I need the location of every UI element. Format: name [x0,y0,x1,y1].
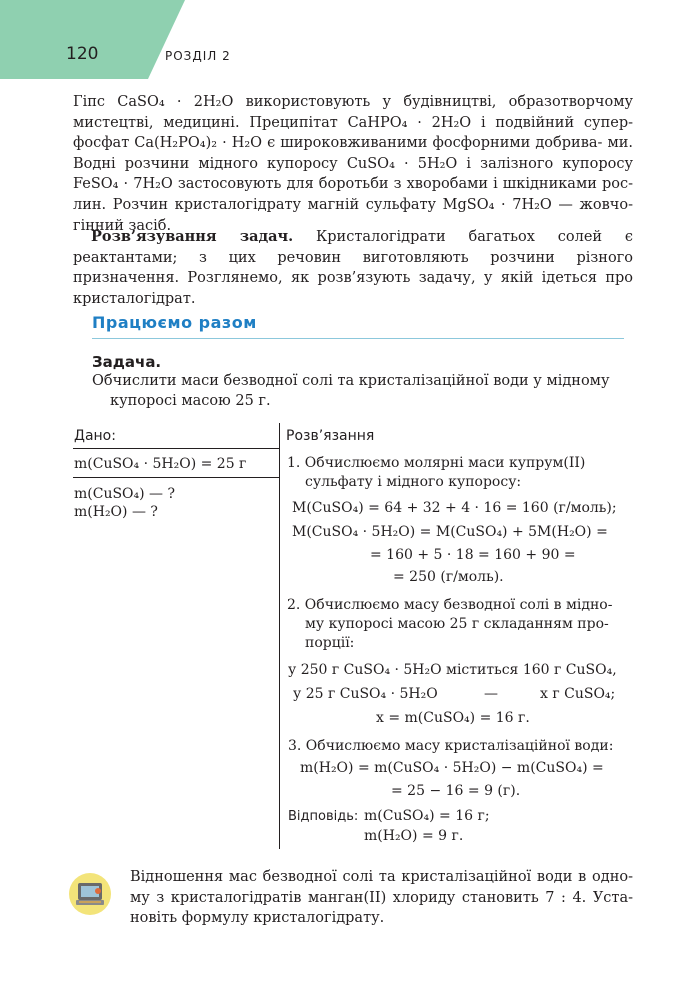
given-solution-divider [279,423,280,849]
task-heading: Задача. [92,353,162,371]
task-line: купоросі масою 25 г. [110,393,271,409]
given-condition: m(CuSO₄ · 5H₂O) = 25 г [74,456,247,472]
equation: = 250 (г/моль). [393,569,504,585]
answer-salt: m(CuSO₄) = 16 г; [364,808,490,824]
heading-rule [92,338,624,339]
work-together-heading: Працюємо разом [92,313,257,332]
problems-heading: Розв’язування задач. [91,228,294,245]
exercise-line: му з кристалогідратів манган(II) хлориду становить 7 : 4. Уста- [130,889,633,906]
proportion-line: у 25 г CuSO₄ · 5H₂O [293,686,438,702]
problems-text: Кристалогідрати багатьох солей є реактантами; з цих речовин виготовляють розчини різного призначення. Розглянемо, як розв’язують задачу, у якій ідеться про кристалогідрат. [73,229,633,307]
solution-heading: Розв’язання [286,428,375,444]
given-heading: Дано: [74,428,116,444]
page-number: 120 [66,44,99,64]
computer-exercise-icon [68,872,112,916]
step-1-line: 1. Обчислюємо молярні маси купрум(II) [287,455,586,471]
step-3-line: 3. Обчислюємо масу кристалізаційної води: [288,738,614,754]
intro-paragraph [73,92,633,236]
equation: = 160 + 5 · 18 = 160 + 90 = [370,547,576,563]
intro-line: FeSO₄ · 7H₂O застосовують для боротьби з хворобами і шкідниками рос- [73,176,633,193]
equation: = 25 − 16 = 9 (г). [391,783,521,799]
answer-water: m(H₂O) = 9 г. [364,828,464,844]
exercise-line: новіть формулу кристалогідрату. [130,910,385,927]
step-1-line: сульфату і мідного купоросу: [305,474,522,490]
intro-line: гінний засіб. [73,217,172,234]
intro-line: лин. Розчин кристалогідрату магній сульфату MgSO₄ · 7H₂O — жовчо- [73,196,633,213]
proportion-result: x = m(CuSO₄) = 16 г. [376,710,530,726]
task-line: Обчислити маси безводної солі та кристалізаційної води у мідному [92,373,610,389]
proportion-dash: — [484,686,498,702]
given-rule-bottom [73,477,279,478]
section-label: РОЗДІЛ 2 [165,49,231,63]
intro-line: Гіпс CaSO₄ · 2H₂O використовують у будівництві, образотворчому [73,94,633,110]
step-2-line: 2. Обчислюємо масу безводної солі в мідно- [287,597,613,613]
step-2-line: му купоросі масою 25 г складанням про- [305,616,609,632]
answer-label: Відповідь: [288,809,359,824]
given-rule-top [73,448,279,449]
equation: M(CuSO₄ · 5H₂O) = M(CuSO₄) + 5M(H₂O) = [292,524,608,540]
exercise-text [130,867,633,929]
equation: M(CuSO₄) = 64 + 32 + 4 · 16 = 160 (г/моль); [292,500,617,516]
proportion-line: у 250 г CuSO₄ · 5H₂O міститься 160 г CuSO₄, [288,662,617,678]
step-2-line: порції: [305,635,355,651]
equation: m(H₂O) = m(CuSO₄ · 5H₂O) − m(CuSO₄) = [300,760,604,776]
find-mass-salt: m(CuSO₄) — ? [74,486,176,502]
intro-line: мистецтві, медицині. Преципітат CaHPO₄ · 2H₂O і подвійний супер- [73,114,633,131]
proportion-line: x г CuSO₄; [540,686,616,702]
exercise-line: Відношення мас безводної солі та кристалізаційної води в одно- [130,869,633,885]
header-corner-tab [0,0,185,79]
problems-paragraph [73,227,633,309]
intro-line: фосфат Ca(H₂PO₄)₂ · H₂O є широковживаними фосфорними добрива- [73,135,603,152]
task-text [92,371,632,411]
find-mass-water: m(H₂O) — ? [74,504,158,520]
intro-line: ми. Водні розчини мідного купоросу CuSO₄ · 5H₂O і залізного купоросу [73,135,634,172]
